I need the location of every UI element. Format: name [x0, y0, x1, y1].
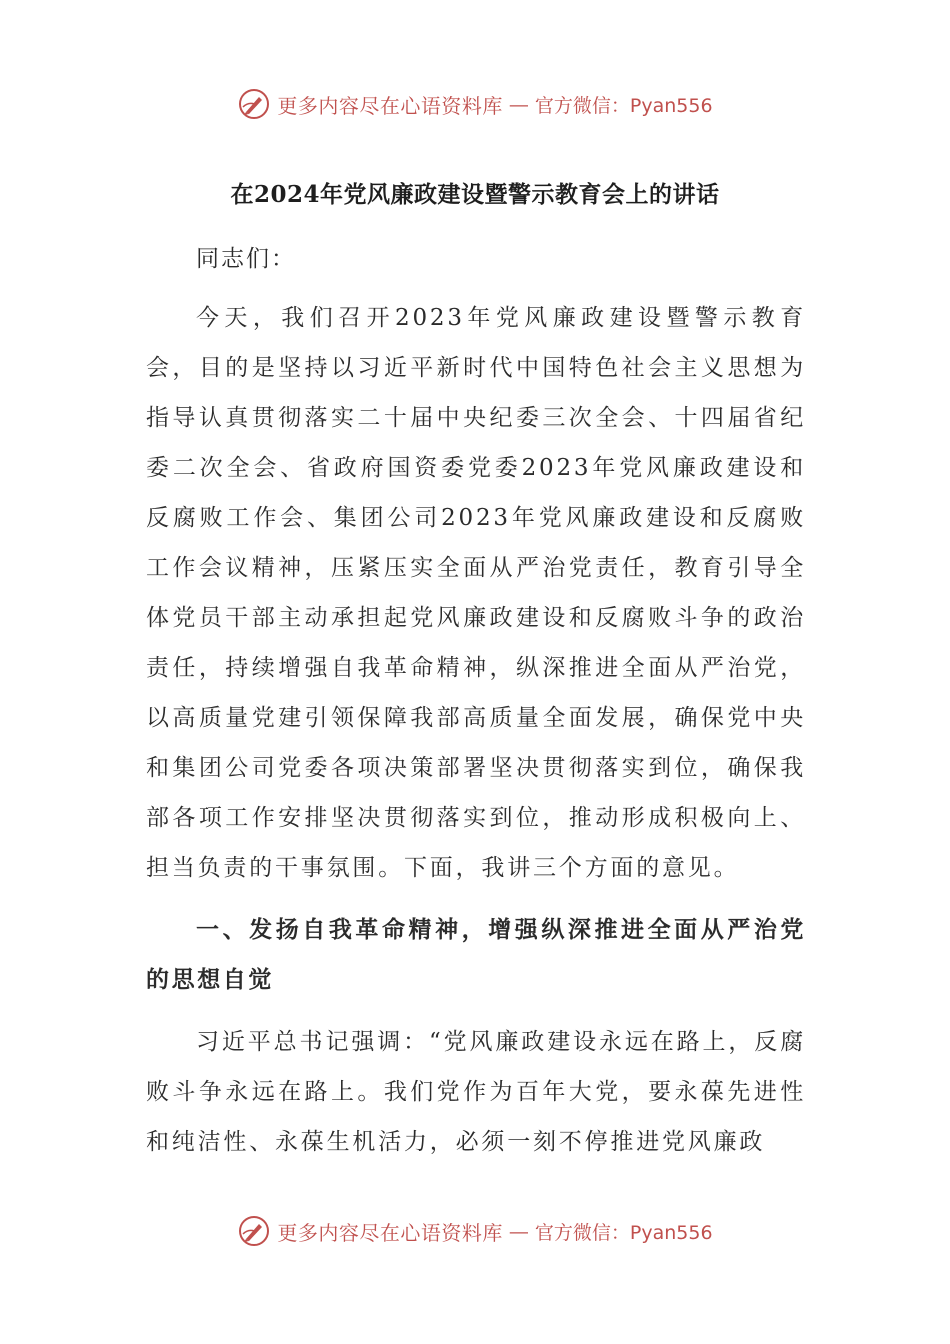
- section-paragraph: 习近平总书记强调：“党风廉政建设永远在路上，反腐败斗争永远在路上。我们党作为百年大党，要永葆先进性和纯洁性、永葆生机活力，必须一刻不停推进党风廉政: [146, 1029, 806, 1155]
- watermark-wechat: 官方微信：Pyan556: [534, 1221, 713, 1244]
- watermark-dash: —: [508, 1219, 529, 1243]
- pen-logo-icon: [237, 1214, 271, 1248]
- watermark-wechat: 官方微信：Pyan556: [534, 94, 713, 117]
- document-body: [146, 234, 806, 1167]
- salutation: 同志们：: [196, 246, 296, 272]
- watermark-banner-bottom: [0, 1211, 950, 1251]
- section-heading: 一、发扬自我革命精神，增强纵深推进全面从严治党的思想自觉: [146, 916, 806, 993]
- document-title: 在2024年党风廉政建设暨警示教育会上的讲话: [230, 181, 720, 208]
- watermark-text: 更多内容尽在心语资料库: [277, 1220, 503, 1245]
- body-paragraph: 今天，我们召开2023年党风廉政建设暨警示教育会，目的是坚持以习近平新时代中国特色社会主义思想为指导认真贯彻落实二十届中央纪委三次全会、十四届省纪委二次全会、省政府国资委党委2023年党风廉政建设和反腐败工作会、集团公司2023年党风廉政建设和反腐败工作会议精神，压紧压实全面从严治党责任，教育引导全体党员干部主动承担起党风廉政建设和反腐败斗争的政治责任，持续增强自我革命精神，纵深推进全面从严治党，以高质量党建引领保障我部高质量全面发展，确保党中央和集团公司党委各项决策部署坚决贯彻落实到位，确保我部各项工作安排坚决贯彻落实到位，推动形成积极向上、担当负责的干事氛围。下面，我讲三个方面的意见。: [146, 305, 806, 881]
- watermark-banner-top: [0, 84, 950, 124]
- watermark-text: 更多内容尽在心语资料库: [277, 93, 503, 118]
- watermark-dash: —: [508, 92, 529, 116]
- pen-logo-icon: [237, 87, 271, 121]
